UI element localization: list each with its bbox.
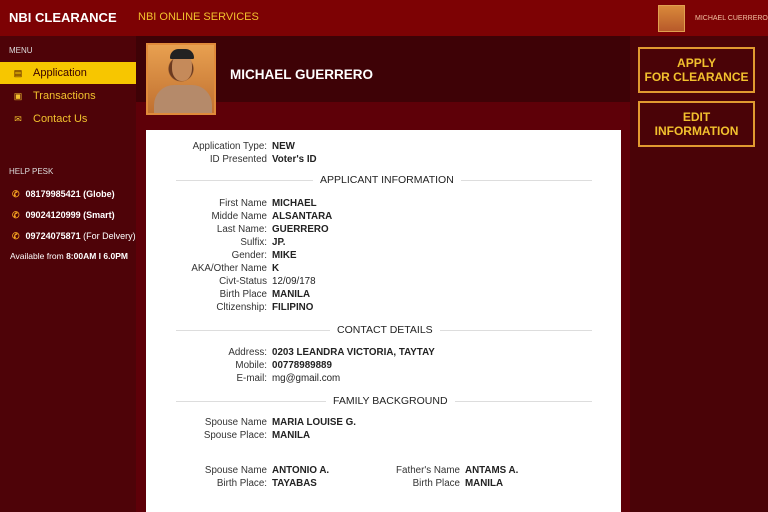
field-label: Address: bbox=[228, 347, 267, 358]
field-row bbox=[146, 276, 316, 287]
button-label: INFORMATION bbox=[654, 124, 739, 138]
field-value: TAYABAS bbox=[272, 478, 317, 489]
field-label: Birth Place bbox=[412, 478, 460, 489]
field-row bbox=[146, 250, 297, 261]
field-label: Birth Place: bbox=[216, 478, 267, 489]
field-value: ALSANTARA bbox=[272, 211, 333, 222]
section-heading: FAMILY BACKGROUND bbox=[326, 395, 455, 407]
field-row bbox=[392, 465, 518, 476]
profile-photo bbox=[146, 43, 216, 115]
field-label: First Name bbox=[219, 198, 267, 209]
brand-title[interactable]: NBI CLEARANCE bbox=[9, 10, 117, 25]
field-value: MIKE bbox=[272, 250, 297, 261]
phone-number: 09024120999 bbox=[25, 210, 81, 220]
family-background-divider bbox=[176, 395, 592, 407]
applicant-info-divider bbox=[176, 174, 592, 186]
availability bbox=[10, 251, 128, 261]
phone-globe[interactable] bbox=[12, 189, 115, 200]
help-desk-heading: HELP PESK bbox=[9, 167, 54, 176]
profile-name: MICHAEL GUERRERO bbox=[230, 67, 374, 82]
phone-number: 08179985421 bbox=[25, 189, 81, 199]
field-label: Birth Place bbox=[219, 289, 267, 300]
field-row bbox=[146, 360, 332, 371]
field-label: Civt-Status bbox=[219, 276, 267, 287]
services-link[interactable]: NBI ONLINE SERVICES bbox=[138, 11, 259, 23]
field-value: MARIA LOUISE G. bbox=[272, 417, 357, 428]
field-row bbox=[146, 478, 317, 489]
field-value: 0203 LEANDRA VICTORIA, TAYTAY bbox=[272, 347, 435, 358]
field-value: MANILA bbox=[272, 430, 311, 441]
sidebar-item-application[interactable] bbox=[0, 62, 136, 84]
field-label: Sulfix: bbox=[240, 237, 267, 248]
id-presented-row bbox=[146, 154, 317, 165]
sidebar-item-transactions[interactable] bbox=[0, 85, 136, 107]
phone-icon: ✆ bbox=[12, 210, 20, 220]
field-row bbox=[146, 211, 332, 222]
availability-label: Available from bbox=[10, 251, 64, 261]
field-row bbox=[146, 302, 313, 313]
phone-smart[interactable] bbox=[12, 210, 115, 221]
field-row bbox=[146, 263, 279, 274]
phone-delivery[interactable] bbox=[12, 231, 136, 242]
field-row bbox=[146, 373, 340, 384]
field-value: GUERRERO bbox=[272, 224, 329, 235]
user-avatar[interactable] bbox=[658, 5, 685, 32]
field-value: ANTAMS A. bbox=[465, 465, 519, 476]
field-row bbox=[146, 417, 356, 428]
field-label: Last Name: bbox=[216, 224, 267, 235]
field-value: FILIPINO bbox=[272, 302, 314, 313]
field-value: Voter's ID bbox=[272, 154, 317, 165]
sidebar-item-label: Transactions bbox=[33, 90, 96, 102]
field-row bbox=[146, 198, 317, 209]
field-row bbox=[146, 289, 310, 300]
sidebar bbox=[0, 36, 136, 512]
application-details-card bbox=[146, 130, 621, 512]
section-heading: CONTACT DETAILS bbox=[330, 324, 440, 336]
sidebar-item-label: Application bbox=[33, 67, 87, 79]
field-value: MANILA bbox=[272, 289, 311, 300]
sidebar-item-label: Contact Us bbox=[33, 113, 88, 125]
field-label: Gender: bbox=[231, 250, 267, 261]
field-label: AKA/Other Name bbox=[191, 263, 267, 274]
field-row bbox=[146, 430, 310, 441]
field-label: Spouse Place: bbox=[203, 430, 267, 441]
phone-number: 09724075871 bbox=[25, 231, 81, 241]
field-row bbox=[146, 224, 329, 235]
button-label: EDIT bbox=[682, 110, 711, 124]
phone-icon: ✆ bbox=[12, 189, 20, 199]
phone-note: (Globe) bbox=[83, 189, 115, 199]
calendar-icon: ▣ bbox=[13, 90, 23, 101]
field-value: MANILA bbox=[465, 478, 504, 489]
field-value: MICHAEL bbox=[272, 198, 317, 209]
field-label: Spouse Name bbox=[204, 465, 267, 476]
contact-details-divider bbox=[176, 324, 592, 336]
sidebar-item-contact-us[interactable] bbox=[0, 108, 136, 130]
field-value: JP. bbox=[272, 237, 286, 248]
apply-for-clearance-button[interactable] bbox=[638, 47, 755, 93]
button-label: APPLY bbox=[677, 56, 716, 70]
field-row bbox=[146, 237, 285, 248]
phone-icon: ✆ bbox=[12, 231, 20, 241]
field-label: E-mail: bbox=[236, 373, 267, 384]
field-row bbox=[146, 347, 435, 358]
user-name[interactable]: MICHAEL CUERRERO bbox=[695, 15, 768, 22]
field-label: Application Type: bbox=[192, 141, 267, 152]
document-icon: ▤ bbox=[13, 67, 23, 78]
field-value: NEW bbox=[272, 141, 295, 152]
phone-note: (Smart) bbox=[83, 210, 115, 220]
mail-icon: ✉ bbox=[14, 113, 22, 124]
field-label: Cltizenship: bbox=[216, 302, 267, 313]
field-row bbox=[392, 478, 503, 489]
button-label: FOR CLEARANCE bbox=[644, 70, 749, 84]
field-value: mg@gmail.com bbox=[272, 373, 341, 384]
application-type-row bbox=[146, 141, 295, 152]
field-label: Midde Name bbox=[211, 211, 267, 222]
field-value: 00778989889 bbox=[272, 360, 332, 371]
field-value: 12/09/178 bbox=[272, 276, 316, 287]
field-value: ANTONIO A. bbox=[272, 465, 330, 476]
section-heading: APPLICANT INFORMATION bbox=[313, 174, 461, 186]
top-header bbox=[0, 0, 768, 36]
phone-note: (For Delvery) bbox=[83, 231, 136, 241]
field-value: K bbox=[272, 263, 280, 274]
field-label: ID Presented bbox=[209, 154, 267, 165]
field-row bbox=[146, 465, 329, 476]
field-label: Spouse Name bbox=[204, 417, 267, 428]
field-label: Mobile: bbox=[235, 360, 267, 371]
edit-information-button[interactable] bbox=[638, 101, 755, 147]
availability-hours: 8:00AM I 6.0PM bbox=[66, 251, 128, 261]
menu-heading: MENU bbox=[9, 46, 33, 55]
field-label: Father's Name bbox=[396, 465, 460, 476]
